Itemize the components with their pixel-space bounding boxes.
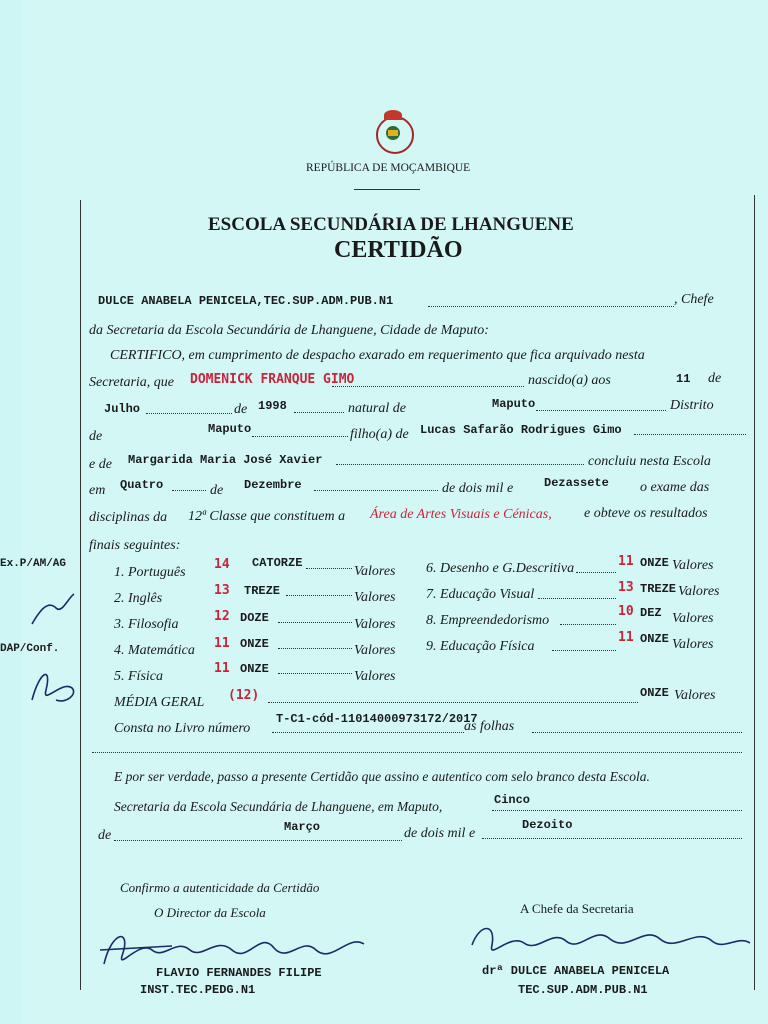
mother-name: Margarida Maria José Xavier: [128, 453, 323, 467]
margin-scribble: [28, 590, 78, 630]
director-credential: INST.TEC.PEDG.N1: [140, 983, 256, 997]
director-name: FLAVIO FERNANDES FILIPE: [156, 966, 322, 980]
birth-month: Julho: [104, 402, 141, 416]
line-secretaria: da Secretaria da Escola Secundária de Lhanguene, Cidade de Maputo:: [89, 323, 489, 338]
margin-stamp-dap: DAP/Conf.: [0, 643, 60, 655]
father-name: Lucas Safarão Rodrigues Gimo: [420, 423, 622, 437]
closing-year: Dezoito: [522, 818, 573, 832]
left-border: [80, 200, 81, 990]
chefe-title: A Chefe da Secretaria: [520, 901, 634, 916]
chefe-name: drª DULCE ANABELA PENICELA: [482, 964, 670, 978]
school-name: ESCOLA SECUNDÁRIA DE LHANGUENE: [208, 214, 574, 235]
birth-year: 1998: [258, 399, 287, 413]
conclusion-month: Dezembre: [244, 478, 302, 492]
chefe-signature: [462, 915, 762, 965]
right-border: [754, 195, 755, 990]
confirmo-label: Confirmo a autenticidade da Certidão: [120, 880, 320, 895]
conclusion-day: Quatro: [120, 478, 164, 492]
line-certifico: CERTIFICO, em cumprimento de despacho exarado em requerimento que fica arquivado nesta: [110, 348, 645, 363]
chief-suffix: , Chefe: [674, 292, 714, 307]
chefe-credential: TEC.SUP.ADM.PUB.N1: [518, 983, 648, 997]
republic-label: REPÚBLICA DE MOÇAMBIQUE: [306, 162, 471, 174]
district: Maputo: [208, 422, 252, 436]
director-title: O Director da Escola: [154, 905, 266, 920]
closing-month: Março: [284, 820, 321, 834]
birth-place: Maputo: [492, 397, 536, 411]
certificate-page: REPÚBLICA DE MOÇAMBIQUE ESCOLA SECUNDÁRIA DE LHANGUENE CERTIDÃO DULCE ANABELA PENICELA,TEC.SUP.ADM.PUB.N1 , Chefe da Secretaria da Escola Secundária de Lhanguene, Cidade de Maputo: CERTIFICO, em cumprimento de despacho exarado em requerimento que fica arquivado nesta Secretaria, que DOMENICK FRANQUE GIMO nascido(a) aos 11 de Julho de 1998 natural de Maputo Distrito de Maputo filho(a) de Lucas Safarão Rodrigues Gimo e de Margarida Maria José Xavier concluiu nesta Escola em Quatro de Dezembre de dois mil e Dezassete o exame das disciplinas da 12ª Classe que constituem a Área de Artes Visuais e Cénicas, e obteve os resultados finais seguintes: 1. Português 14 CATORZE Valores 2. Inglês 13 TREZE Valores 3. Filosofia 12 DOZE Valores 4. Matemática 11 ONZE Valores 5. Física 11 ONZE Valores 6. Desenho e G.Descritiva 11 ONZE Valores 7. Educação Visual 13 TREZE Valores 8. Empreendedorismo 10 DEZ Valores 9. Educação Física 11 ONZE Valores MÉDIA GERAL (12) ONZE Valores Consta no Livro número T-C1-cód-11014000973172/2017 as folhas E por ser verdade, passo a presente Certidão que assino e autentico com selo branco desta Escola. Secretaria da Escola Secundária de Lhanguene, em Maputo, Cinco de Março de dois mil e Dezoito Confirmo a autenticidade da Certidão O Director da Escola A Chefe da Secretaria FLAVIO FERNANDES FILIPE INST.TEC.PEDG.N1 drª DULCE ANABELA PENICELA TEC.SUP.ADM.PUB.N1: [22, 0, 768, 1024]
chief-name: DULCE ANABELA PENICELA,TEC.SUP.ADM.PUB.N1: [98, 294, 394, 308]
emblem: [370, 108, 418, 154]
area-label: Área de Artes Visuais e Cénicas,: [370, 507, 552, 522]
margin-initials: [26, 660, 86, 710]
closing-day: Cinco: [494, 793, 531, 807]
student-name: DOMENICK FRANQUE GIMO: [190, 372, 355, 387]
margin-stamp-ex: Ex.P/AM/AG: [0, 558, 67, 570]
birth-day: 11: [676, 372, 691, 386]
livro-number: T-C1-cód-11014000973172/2017: [276, 712, 478, 726]
verdade-line: E por ser verdade, passo a presente Certidão que assino e autentico com selo branco desta Escola.: [114, 769, 650, 784]
conclusion-year: Dezassete: [544, 476, 609, 490]
certificate-title: CERTIDÃO: [334, 237, 463, 263]
